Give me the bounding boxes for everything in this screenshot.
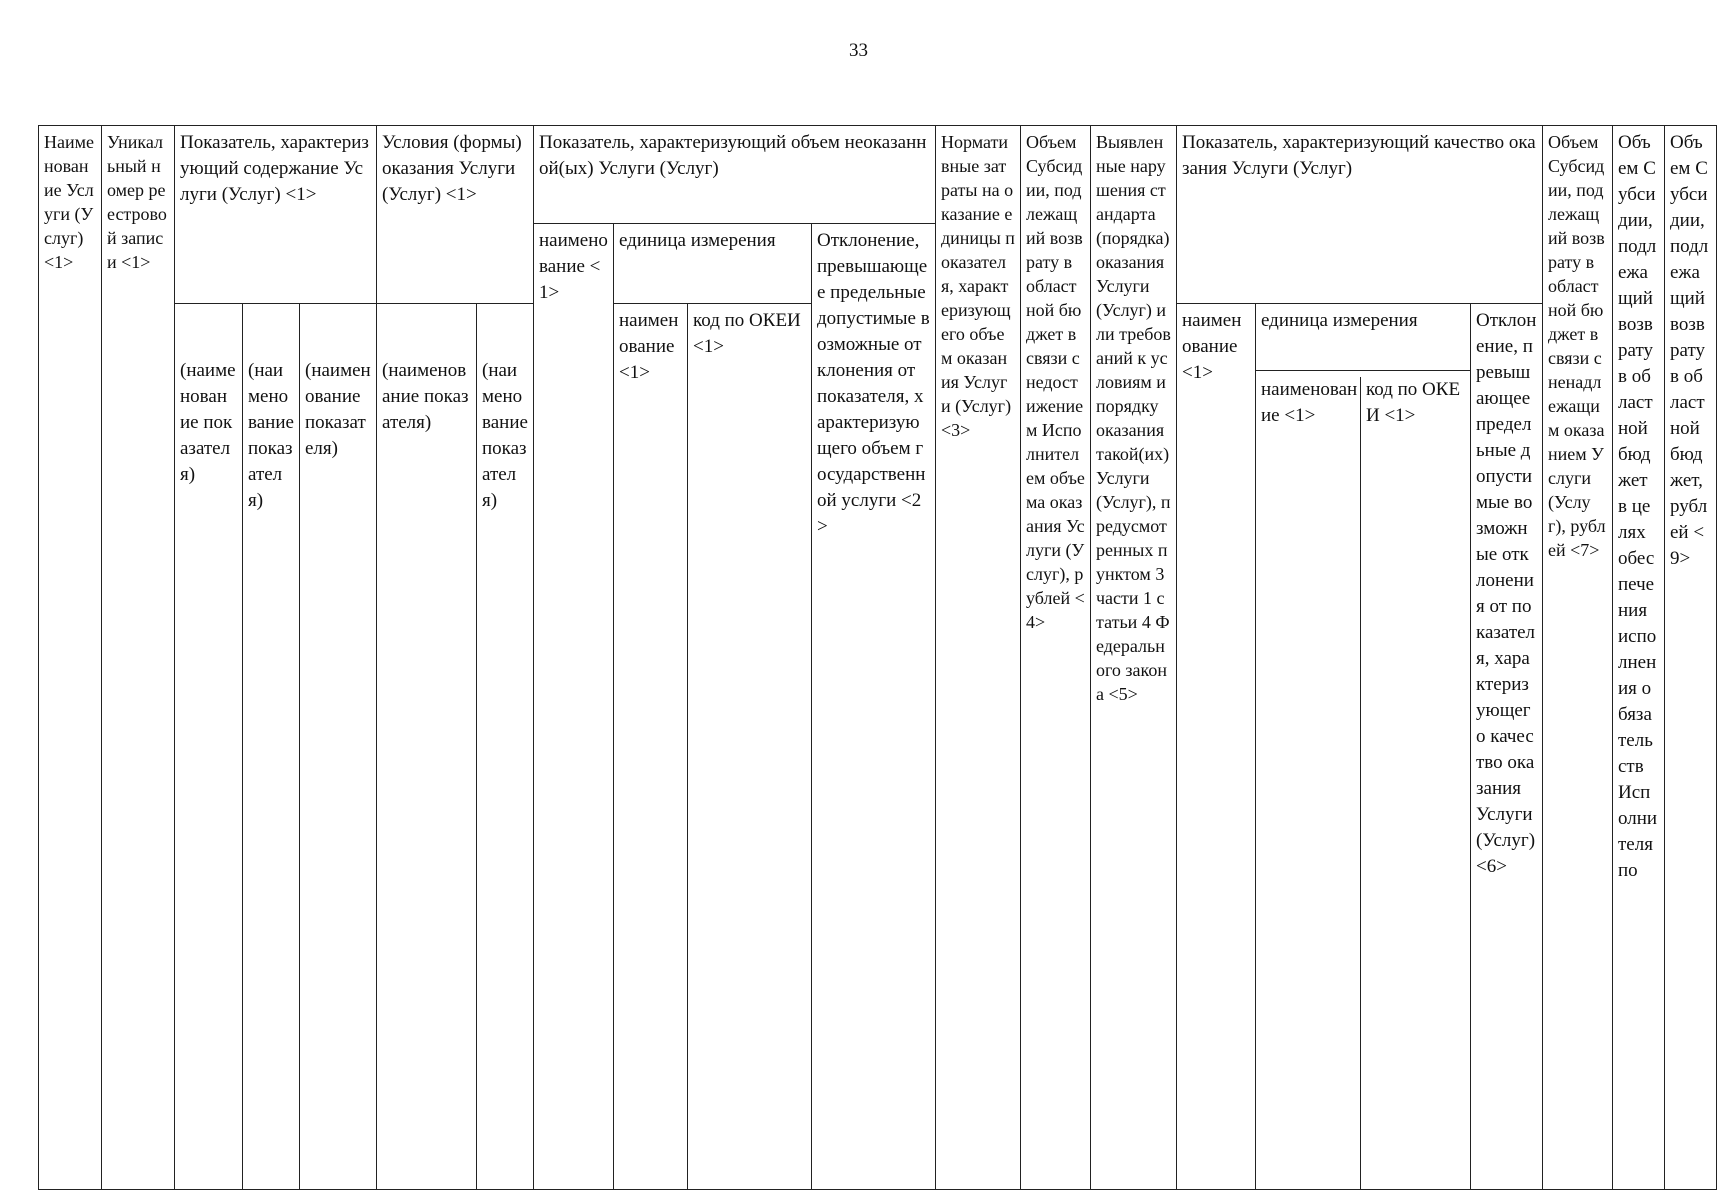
header-volume-deviation: Отклонение, превышающее предельные допустимые возможные отклонения от показателя, характеризующего объем государственной услуги <2> xyxy=(812,224,936,1190)
header-normative-costs: Нормативные затраты на оказание единицы показателя, характеризующего объем оказания Услуги (Услуг) <3> xyxy=(936,126,1021,1190)
header-quality-indicator: Показатель, характеризующий качество оказания Услуги (Услуг) xyxy=(1177,126,1543,304)
header-quality-unit-name: наименование <1> xyxy=(1261,379,1358,426)
header-service-name: Наименование Услуги (Услуг) <1> xyxy=(39,126,102,1190)
header-content-param-2: (наименование показателя) xyxy=(243,304,300,1190)
page-number: 33 xyxy=(849,40,868,61)
header-service-content: Показатель, характеризующий содержание Услуги (Услуг) <1> xyxy=(175,126,377,304)
header-subsidy-obligations: Объем Субсидии, подлежащий возврату в областной бюджет в целях обеспечения исполнения обязательств Исполнителя по xyxy=(1613,126,1665,1190)
header-quality-unit-label: единица измерения xyxy=(1256,304,1470,371)
header-volume-name: наименование <1> xyxy=(534,224,614,1190)
header-volume-unit-name: наименование <1> xyxy=(614,304,688,1190)
header-condition-param-1: (наименование показателя) xyxy=(377,304,477,1190)
header-quality-unit-okei: код по ОКЕИ <1> xyxy=(1360,377,1465,1190)
header-quality-deviation: Отклонение, превышающее предельные допустимые возможные отклонения от показателя, характеризующего качество оказания Услуги (Услуг) <6> xyxy=(1471,304,1543,1190)
header-subsidy-improper: Объем Субсидии, подлежащий возврату в областной бюджет в связи с ненадлежащим оказанием Услуги (Услуг), рублей <7> xyxy=(1543,126,1613,1190)
header-volume-unit: единица измерения xyxy=(614,224,812,304)
report-table xyxy=(38,125,1717,1190)
header-content-param-3: (наименование показателя) xyxy=(300,304,377,1190)
header-content-param-1: (наименование показателя) xyxy=(175,304,243,1190)
header-subsidy-total: Объем Субсидии, подлежащий возврату в областной бюджет, рублей <9> xyxy=(1665,126,1717,1190)
header-condition-param-2: (наименование показателя) xyxy=(477,304,534,1190)
header-volume-unit-okei: код по ОКЕИ <1> xyxy=(688,304,812,1190)
header-subsidy-volume-return: Объем Субсидии, подлежащий возврату в областной бюджет в связи с недостижением Исполнителем объема оказания Услуги (Услуг), рублей <4> xyxy=(1021,126,1091,1190)
header-service-conditions: Условия (формы) оказания Услуги (Услуг) <1> xyxy=(377,126,534,304)
header-registry-number: Уникальный номер реестровой записи <1> xyxy=(102,126,175,1190)
header-volume-indicator: Показатель, характеризующий объем неоказанной(ых) Услуги (Услуг) xyxy=(534,126,936,224)
header-violations: Выявленные нарушения стандарта (порядка) оказания Услуги (Услуг) или требований к условиям и порядку оказания такой(их) Услуги (Услуг), предусмотренных пунктом 3 части 1 статьи 4 Федерального закона <5> xyxy=(1091,126,1177,1190)
header-quality-unit xyxy=(1256,304,1471,1190)
header-quality-name: наименование <1> xyxy=(1177,304,1256,1190)
